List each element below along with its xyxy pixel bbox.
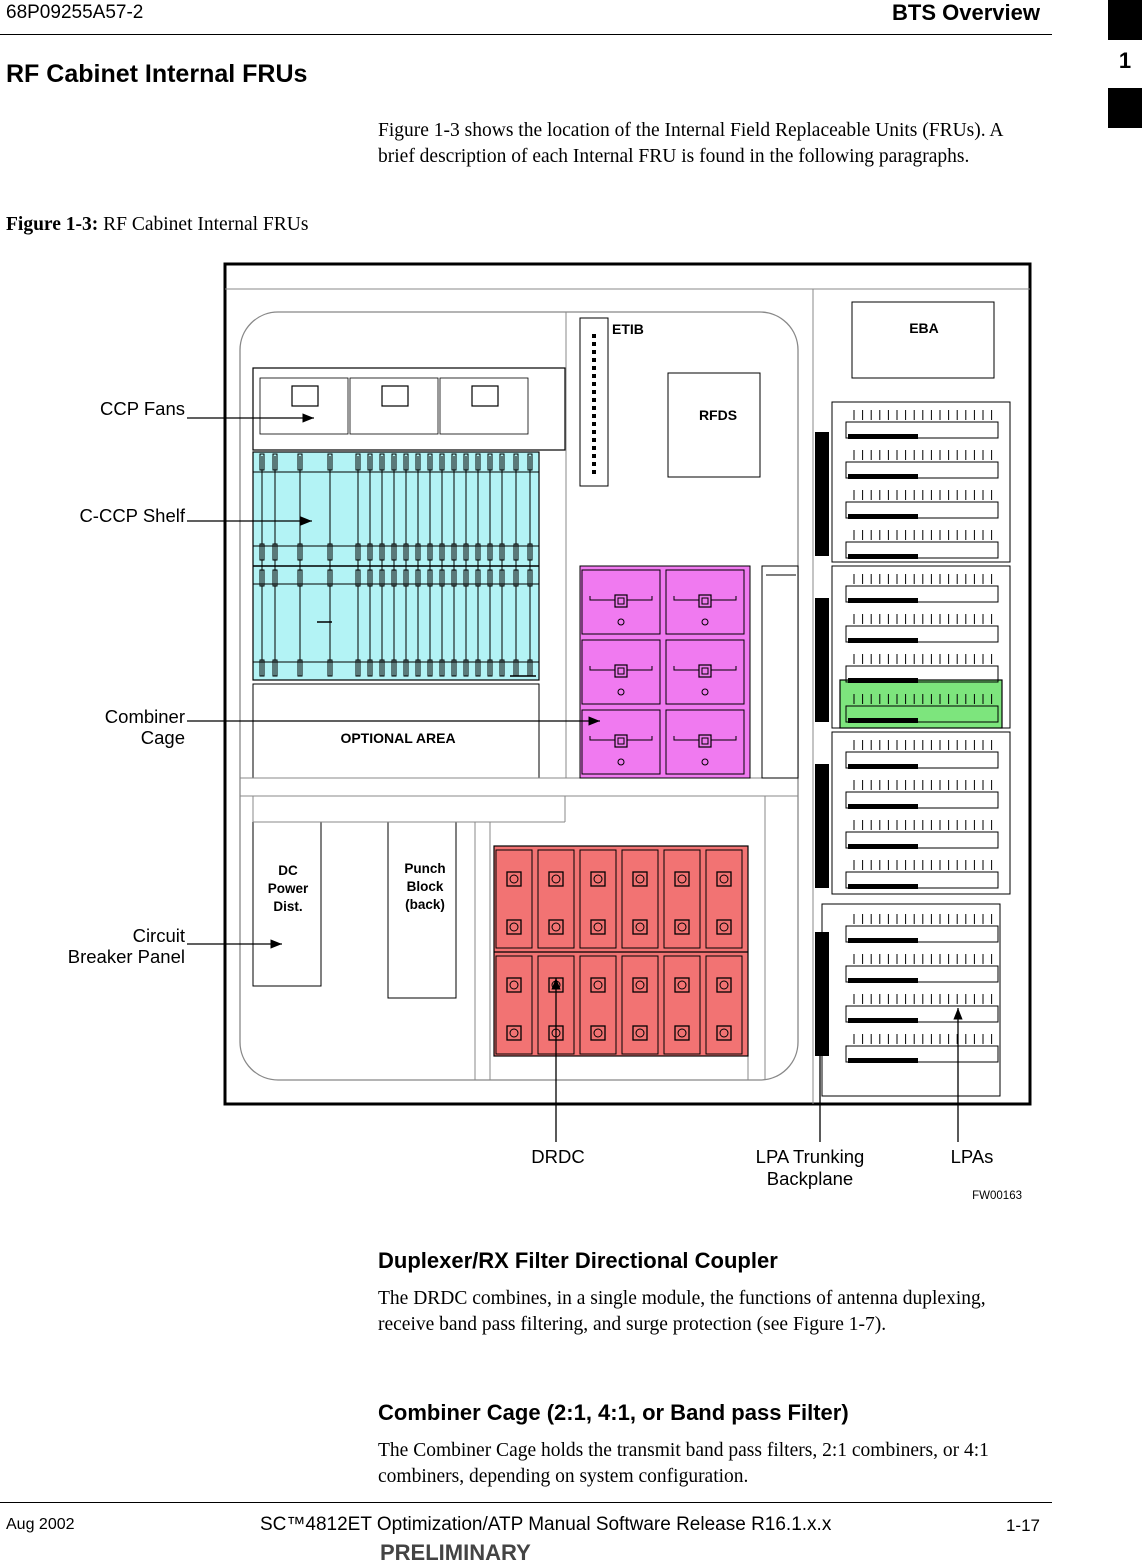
dc-label-2: Power <box>267 881 309 896</box>
lpa-connector-bar <box>848 554 918 559</box>
drdc-connector <box>633 978 647 992</box>
drdc-connector <box>591 920 605 934</box>
drdc-connector <box>507 1026 521 1040</box>
punch-label-1: Punch <box>404 861 446 876</box>
duplexer-paragraph: The DRDC combines, in a single module, the functions of antenna duplexing, receive band pass filtering, and surge protection (see Figure 1-7). <box>378 1288 986 1335</box>
duplexer-heading: Duplexer/RX Filter Directional Coupler <box>378 1248 778 1273</box>
drdc-connector <box>507 920 521 934</box>
lpa-connector-bar <box>848 1018 918 1023</box>
drdc-connector <box>675 1026 689 1040</box>
rfds-label: RFDS <box>698 407 738 423</box>
footer-date: Aug 2002 <box>6 1516 75 1533</box>
lpa-trunking-label-1: LPA Trunking <box>755 1146 865 1167</box>
dc-power-dist <box>253 822 321 986</box>
combiner-heading: Combiner Cage (2:1, 4:1, or Band pass Filter) <box>378 1400 849 1425</box>
combiner-connector <box>699 735 711 747</box>
footer-page-number: 1-17 <box>1005 1516 1040 1535</box>
rfds-module <box>668 373 760 477</box>
drdc-connector <box>591 1026 605 1040</box>
footer-status: PRELIMINARY <box>380 1540 531 1565</box>
c-ccp-shelf-label: C-CCP Shelf <box>79 505 185 526</box>
lpa-connector-bar <box>848 978 918 983</box>
dc-label-1: DC <box>278 863 298 878</box>
drdc-connector <box>591 872 605 886</box>
section-title: RF Cabinet Internal FRUs <box>6 60 308 88</box>
eba-label: EBA <box>909 320 939 336</box>
lpa-connector-bar <box>848 764 918 769</box>
punch-block <box>388 822 456 998</box>
combiner-label-2: Cage <box>140 727 185 748</box>
combiner-connector <box>615 735 627 747</box>
combiner-label-1: Combiner <box>104 706 185 727</box>
drdc-connector <box>633 1026 647 1040</box>
lpa-connector-bar <box>848 1058 918 1063</box>
lpa-connector-bar <box>848 884 918 889</box>
drdc-connector <box>633 920 647 934</box>
drdc-connector <box>549 872 563 886</box>
combiner-connector <box>699 595 711 607</box>
figure-caption-text: RF Cabinet Internal FRUs <box>103 214 309 235</box>
drdc-label: DRDC <box>531 1146 585 1167</box>
lpa-connector-bar <box>848 718 918 723</box>
drdc-connector <box>717 978 731 992</box>
drdc-connector <box>717 920 731 934</box>
drdc-connector <box>675 920 689 934</box>
ccp-fans <box>253 368 565 450</box>
combiner-connector <box>699 665 711 677</box>
dc-label-3: Dist. <box>273 899 303 914</box>
ccp-fans-label: CCP Fans <box>100 398 185 419</box>
lpa-connector-bar <box>848 598 918 603</box>
combiner-connector <box>615 665 627 677</box>
combiner-paragraph: The Combiner Cage holds the transmit band pass filters, 2:1 combiners, or 4:1 combiners, depending on system configuration. <box>378 1440 989 1487</box>
punch-label-3: (back) <box>405 897 445 912</box>
lpa-trunking-label-2: Backplane <box>766 1168 854 1189</box>
footer-rule <box>0 1502 1052 1503</box>
intro-paragraph: Figure 1-3 shows the location of the Internal Field Replaceable Units (FRUs). A brief description of each Internal FRU is found in the following paragraphs. <box>378 120 1003 167</box>
lpa-connector-bar <box>848 434 918 439</box>
circuit-label-1: Circuit <box>132 925 185 946</box>
lpa-connector-bar <box>848 514 918 519</box>
lpa-area <box>815 402 1010 1096</box>
lpa-connector-bar <box>848 938 918 943</box>
drdc-connector <box>633 872 647 886</box>
combiner-connector <box>615 595 627 607</box>
lpa-connector-bar <box>848 844 918 849</box>
figure-id: FW00163 <box>972 1190 1022 1202</box>
optional-area <box>253 684 539 778</box>
lpas-label: LPAs <box>950 1146 994 1167</box>
drdc-bank <box>494 846 748 1056</box>
drdc-connector <box>675 872 689 886</box>
footer-title: SC™4812ET Optimization/ATP Manual Software Release R16.1.x.x <box>260 1514 832 1535</box>
lpa-connector-bar <box>848 638 918 643</box>
c-ccp-shelf <box>253 452 539 680</box>
drdc-connector <box>675 978 689 992</box>
section-name: BTS Overview <box>892 0 1040 25</box>
lpa-connector-bar <box>848 678 918 683</box>
punch-label-2: Block <box>406 879 444 894</box>
drdc-connector <box>717 872 731 886</box>
optional-area-label: OPTIONAL AREA <box>340 730 456 746</box>
lpa-connector-bar <box>848 474 918 479</box>
drdc-connector <box>717 1026 731 1040</box>
etib-label: ETIB <box>612 321 644 337</box>
lpa-connector-bar <box>848 804 918 809</box>
figure-caption-label: Figure 1-3: <box>6 214 99 235</box>
doc-number: 68P09255A57-2 <box>6 2 144 23</box>
chapter-number: 1 <box>1118 48 1132 73</box>
circuit-label-2: Breaker Panel <box>67 946 185 967</box>
combiner-cage <box>580 566 750 778</box>
drdc-connector <box>507 872 521 886</box>
eba-module <box>852 302 994 378</box>
drdc-connector <box>591 978 605 992</box>
drdc-connector <box>507 978 521 992</box>
drdc-connector <box>549 920 563 934</box>
